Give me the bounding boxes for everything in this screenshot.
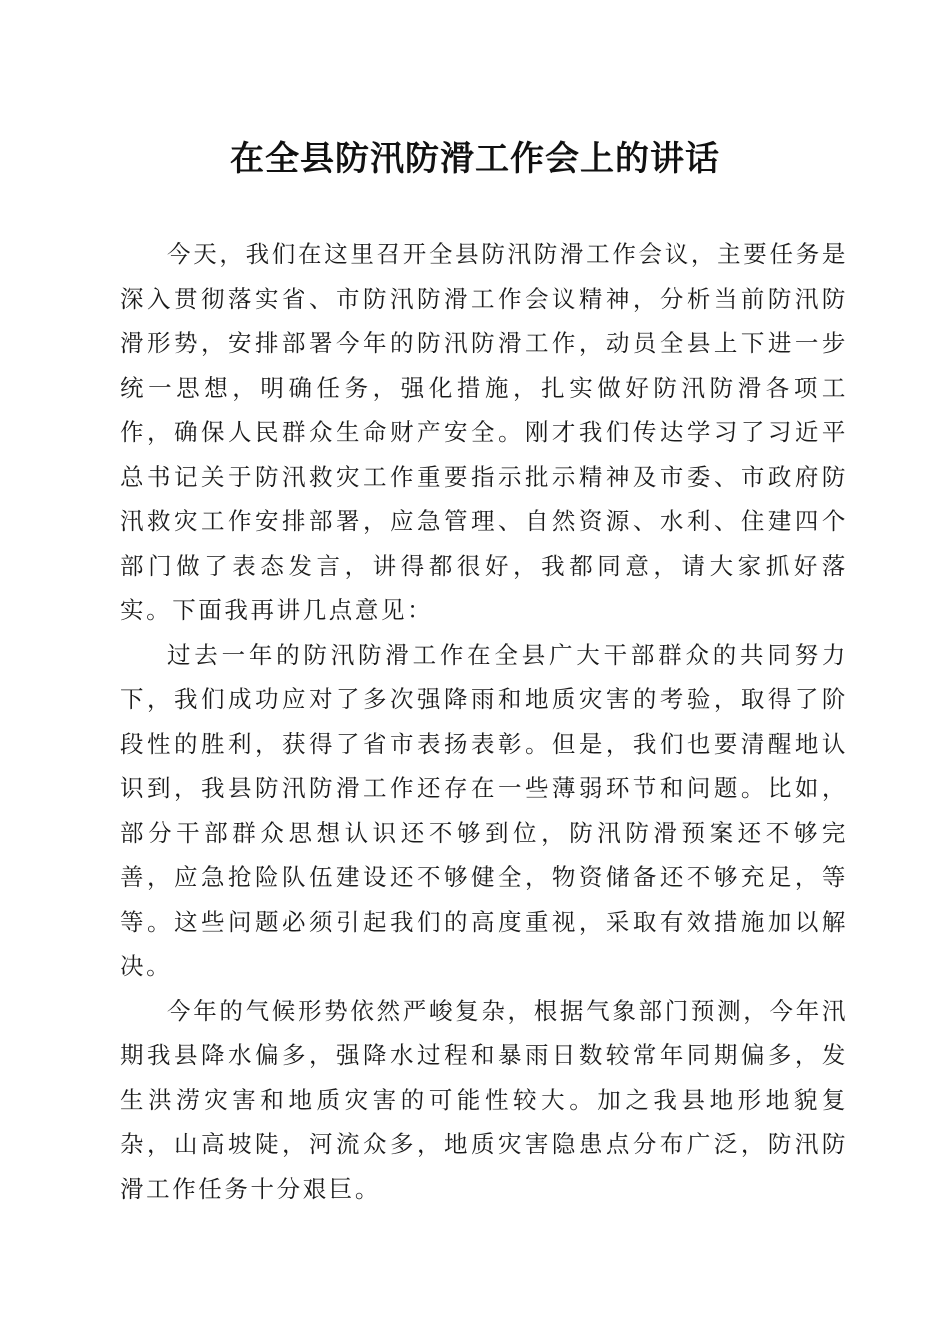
paragraph-opening: 今天，我们在这里召开全县防汛防滑工作会议，主要任务是深入贯彻落实省、市防汛防滑工作会议精神，分析当前防汛防滑形势，安排部署今年的防汛防滑工作，动员全县上下进一步统一思想，明确任务，强化措施，扎实做好防汛防滑各项工作，确保人民群众生命财产安全。刚才我们传达学习了习近平总书记关于防汛救灾工作重要指示批示精神及市委、市政府防汛救灾工作安排部署，应急管理、自然资源、水利、住建四个部门做了表态发言，讲得都很好，我都同意，请大家抓好落实。下面我再讲几点意见：	[120, 240, 848, 624]
paragraph-review: 过去一年的防汛防滑工作在全县广大干部群众的共同努力下，我们成功应对了多次强降雨和地质灾害的考验，取得了阶段性的胜利，获得了省市表扬表彰。但是，我们也要清醒地认识到，我县防汛防滑工作还存在一些薄弱环节和问题。比如，部分干部群众思想认识还不够到位，防汛防滑预案还不够完善，应急抢险队伍建设还不够健全，物资储备还不够充足，等等。这些问题必须引起我们的高度重视，采取有效措施加以解决。	[120, 640, 848, 980]
paragraph-forecast: 今年的气候形势依然严峻复杂，根据气象部门预测，今年汛期我县降水偏多，强降水过程和暴雨日数较常年同期偏多，发生洪涝灾害和地质灾害的可能性较大。加之我县地形地貌复杂，山高坡陡，河流众多，地质灾害隐患点分布广泛，防汛防滑工作任务十分艰巨。	[120, 996, 848, 1203]
document-title: 在全县防汛防滑工作会上的讲话	[230, 139, 720, 179]
document-body	[120, 232, 848, 1211]
